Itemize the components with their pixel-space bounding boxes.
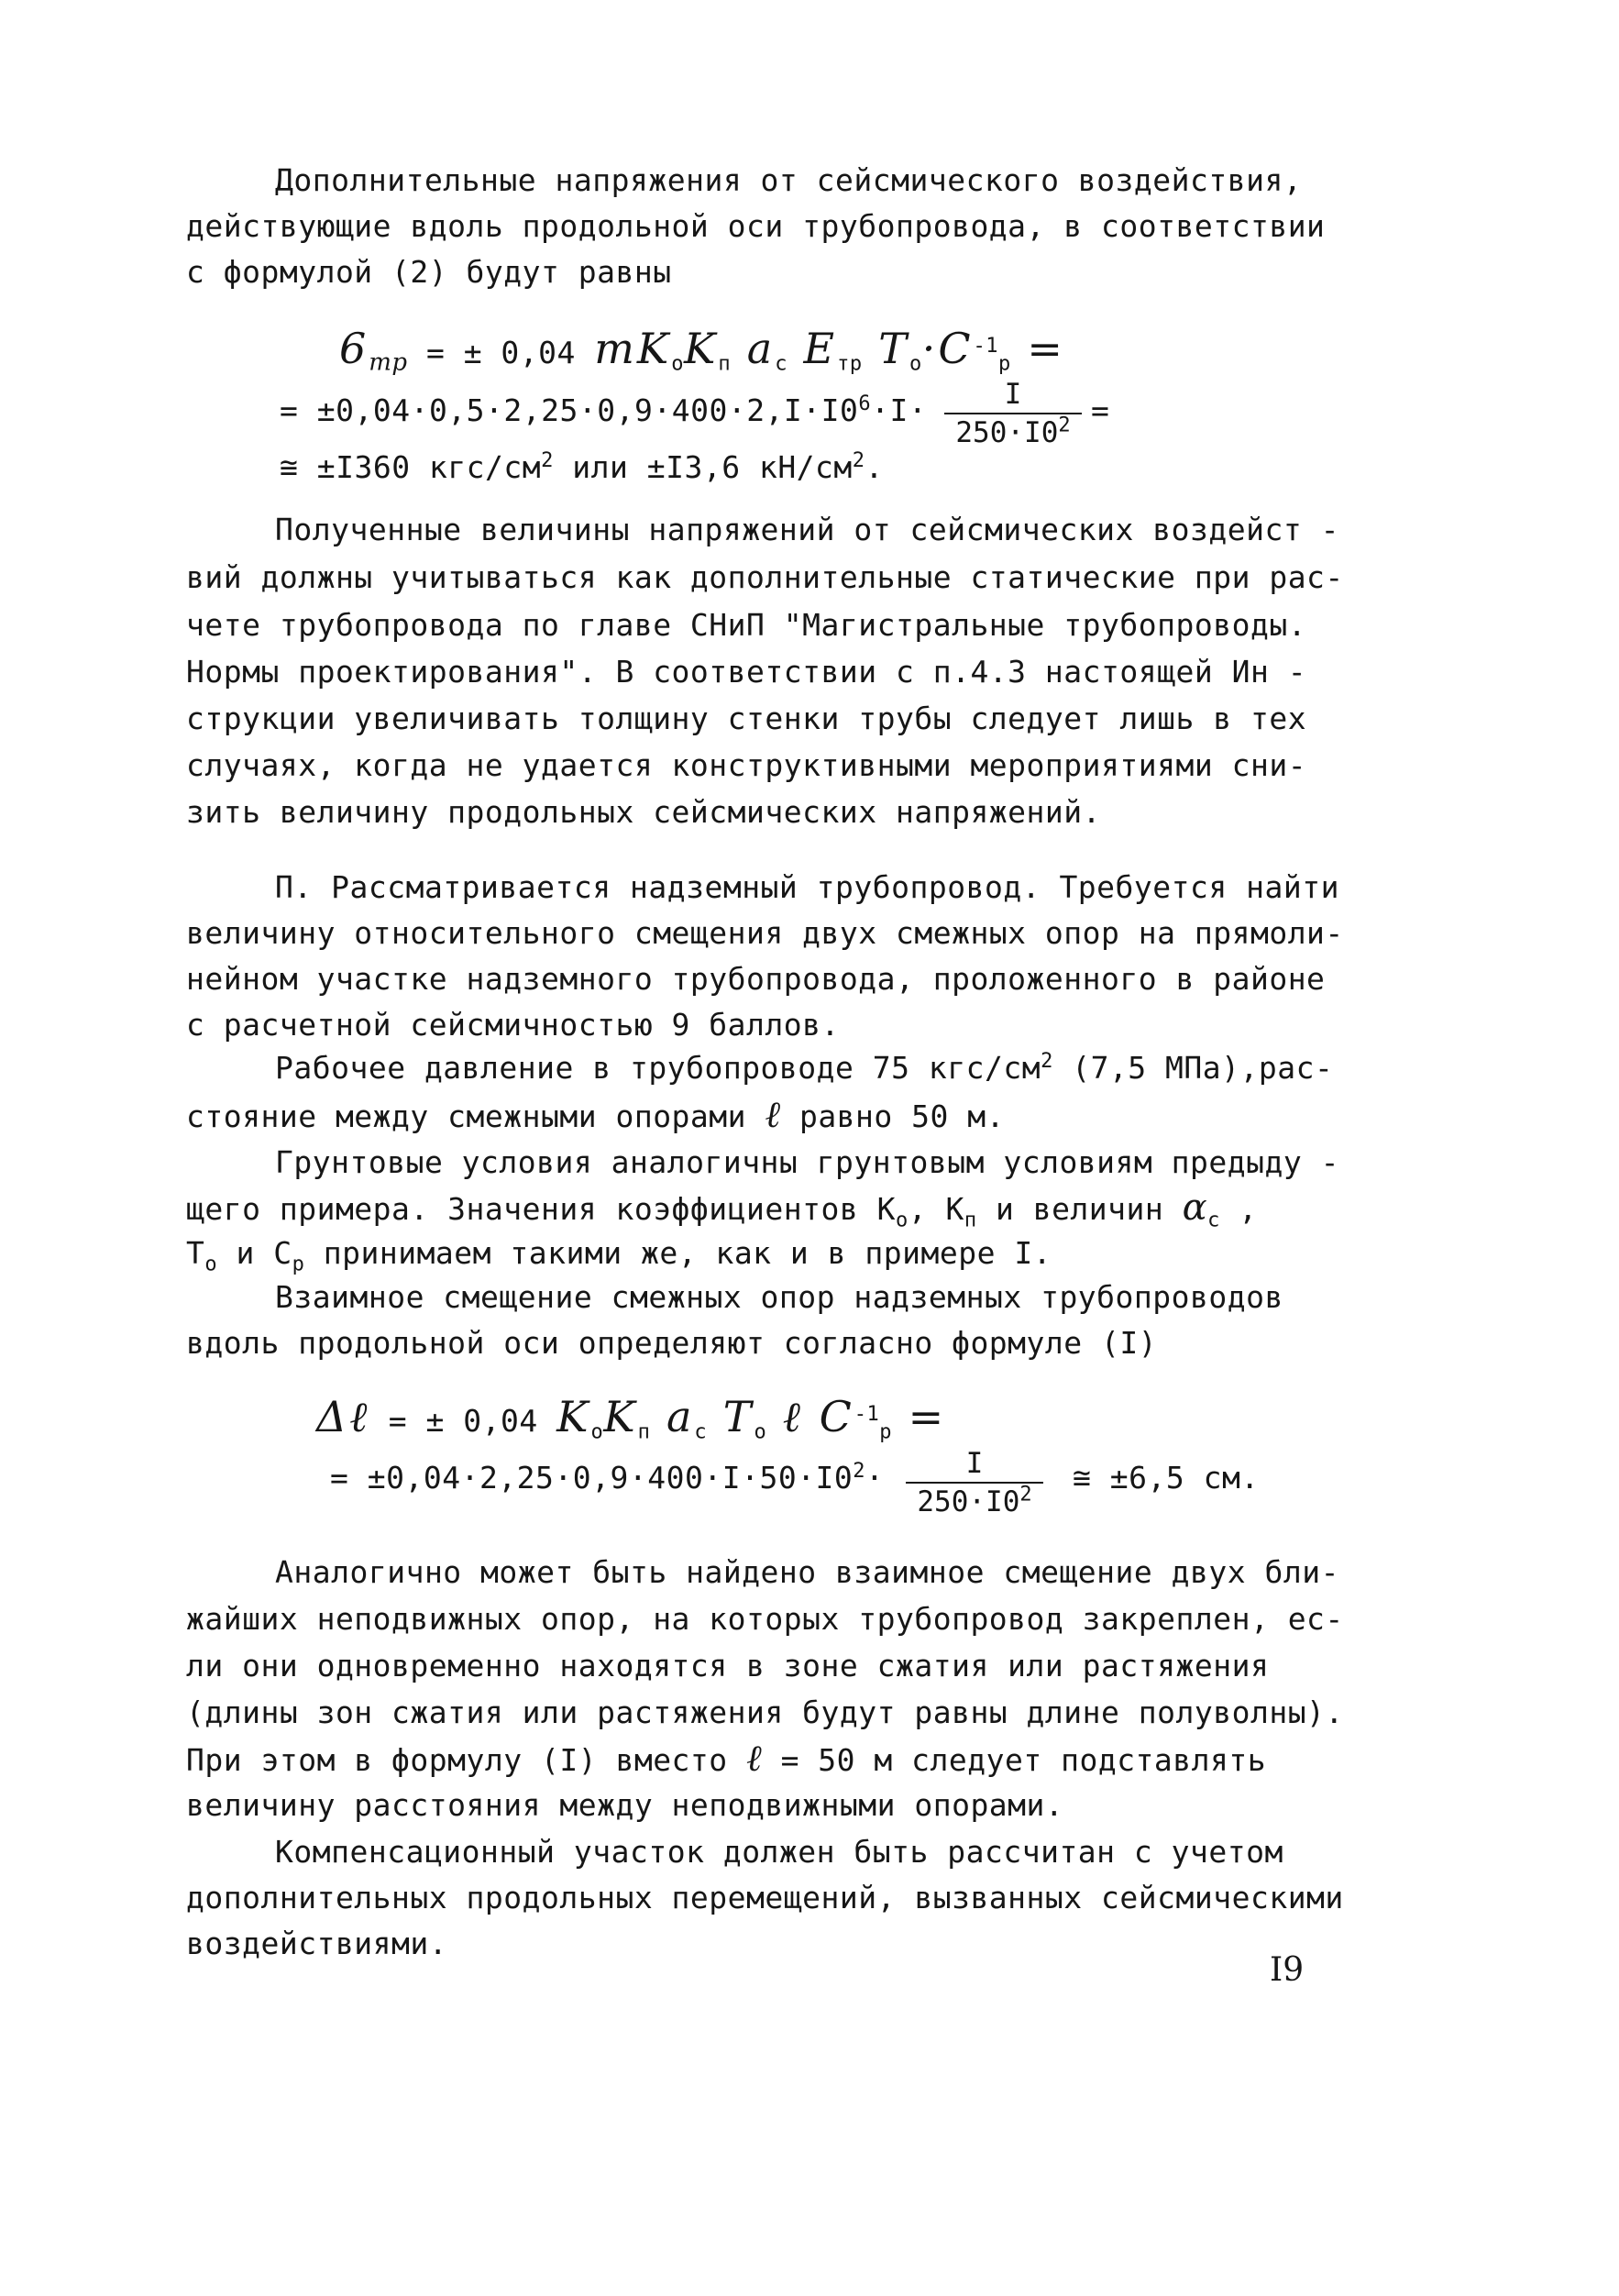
paragraph-6-line-2: вдоль продольной оси определяют согласно формуле (I): [186, 1325, 1158, 1361]
subscript-o: o: [671, 352, 685, 376]
paragraph-5-text-d: ,: [1219, 1191, 1258, 1227]
superscript: 2: [1041, 1050, 1053, 1073]
superscript: 6: [858, 392, 872, 415]
paragraph-8-line-3: воздействиями.: [186, 1926, 448, 1961]
paragraph-3-line-2: величину относительного смещения двух смежных опор на прямоли-: [186, 915, 1344, 951]
paragraph-7-text-b: = 50 м следует подставлять: [762, 1742, 1267, 1778]
formula-1-fraction: [944, 378, 1082, 449]
formula-2-k: K: [556, 1392, 591, 1441]
formula-2-k: K: [603, 1392, 638, 1441]
paragraph-2-line-6: случаях, когда не удается конструктивными мероприятиями сни-: [186, 747, 1307, 783]
paragraph-3-line-1: П. Рассматривается надземный трубопровод. Требуется найти: [275, 869, 1339, 905]
formula-1-c: ·C: [921, 324, 974, 373]
paragraph-5-line-3: [186, 1235, 1052, 1276]
formula-1-e: E: [787, 324, 838, 373]
formula-2-l-c: ℓ C: [766, 1392, 854, 1441]
formula-1-line-1: [339, 321, 1065, 381]
paragraph-4-text-d: равно 50 м.: [780, 1098, 1005, 1134]
paragraph-7-line-4: (длины зон сжатия или растяжения будут равны длине полуволны).: [186, 1694, 1344, 1730]
fraction-denominator-text: 250·I0: [955, 416, 1059, 449]
paragraph-2-line-1: Полученные величины напряжений от сейсмических воздейст -: [275, 512, 1339, 547]
page-number: I9: [1270, 1951, 1305, 1989]
formula-1-m-k: mK: [594, 324, 672, 373]
subscript-o: o: [895, 1209, 909, 1232]
formula-1-tail: ·I·: [871, 392, 928, 428]
formula-2-tail: ·: [865, 1460, 885, 1496]
paragraph-7-line-5: [186, 1740, 1266, 1779]
script-l-symbol: ℓ: [765, 1094, 781, 1136]
script-l-symbol: ℓ: [746, 1738, 763, 1780]
fraction-denominator: [906, 1484, 1043, 1518]
sigma-symbol: 6: [339, 324, 369, 373]
paragraph-6-line-1: Взаимное смещение смежных опор надземных трубопроводов: [275, 1279, 1283, 1315]
formula-1-coefficient: = ± 0,04: [407, 335, 595, 370]
paragraph-5-text-c: и величин: [976, 1191, 1183, 1227]
superscript: 2: [1019, 1483, 1032, 1507]
paragraph-2-line-5: струкции увеличивать толщину стенки трубы следует лишь в тех: [186, 701, 1307, 736]
fraction-denominator-text: 250·I0: [917, 1485, 1020, 1518]
fraction-denominator: [944, 414, 1082, 449]
paragraph-1-line-2: действующие вдоль продольной оси трубопровода, в соответствии: [186, 208, 1326, 244]
paragraph-1-line-3: с формулой (2) будут равны: [186, 254, 672, 290]
superscript-minus-one: -1: [854, 1403, 880, 1426]
superscript: 2: [541, 449, 554, 472]
formula-2-line-1: [316, 1389, 946, 1449]
paragraph-3-line-3: нейном участке надземного трубопровода, проложенного в районе: [186, 961, 1326, 997]
formula-1-line-3: [280, 449, 884, 486]
paragraph-4-line-1: [275, 1050, 1333, 1087]
paragraph-2-line-3: чете трубопровода по главе СНиП "Магистральные трубопроводы.: [186, 607, 1307, 643]
paragraph-1-line-1: Дополнительные напряжения от сейсмического воздействия,: [275, 162, 1303, 198]
paragraph-4-text-b: (7,5 МПа),рас-: [1052, 1050, 1334, 1086]
formula-1-k: K: [684, 324, 719, 373]
subscript-p: p: [879, 1420, 893, 1444]
formula-1-numeric: = ±0,04·0,5·2,25·0,9·400·2,I·I0: [280, 392, 859, 428]
formula-2-equals: =: [892, 1392, 947, 1441]
delta-l-symbol: Δℓ: [316, 1392, 370, 1441]
subscript-c: c: [775, 352, 787, 376]
formula-2-line-2: [330, 1460, 884, 1496]
paragraph-7-line-3: ли они одновременно находятся в зоне сжатия или растяжения: [186, 1648, 1270, 1683]
paragraph-4-text-c: стояние между смежными опорами: [186, 1098, 765, 1134]
paragraph-2-line-2: вий должны учитываться как дополнительные статические при рас-: [186, 559, 1344, 595]
alpha-symbol: α: [1182, 1187, 1208, 1229]
subscript-n: п: [718, 352, 732, 376]
paragraph-4-line-2: [186, 1094, 1005, 1136]
sigma-subscript: тр: [369, 348, 408, 377]
formula-2-fraction: [906, 1447, 1043, 1518]
subscript-p: p: [998, 352, 1011, 376]
paragraph-2-line-4: Нормы проектирования". В соответствии с п.4.3 настоящей Ин -: [186, 654, 1307, 690]
superscript-minus-one: -1: [973, 335, 999, 358]
fraction-numerator: I: [944, 378, 1082, 414]
formula-2-coefficient: = ± 0,04: [369, 1403, 557, 1439]
formula-2-result: ≅ ±6,5 см.: [1073, 1460, 1260, 1496]
superscript: 2: [853, 1460, 866, 1483]
formula-1-line-2: [280, 392, 927, 429]
paragraph-5-text-a: щего примера. Значения коэффициентов K: [186, 1191, 896, 1227]
subscript-o: o: [204, 1253, 218, 1276]
formula-1-result-a: ≅ ±I360 кгс/см: [280, 449, 542, 485]
paragraph-8-line-1: Компенсационный участок должен быть рассчитан с учетом: [275, 1834, 1283, 1870]
formula-1-t: T: [862, 324, 909, 373]
superscript: 2: [852, 449, 865, 472]
formula-2-a: a: [650, 1392, 695, 1441]
fraction-numerator: I: [906, 1447, 1043, 1484]
subscript-n: п: [637, 1420, 651, 1444]
subscript-p: p: [292, 1253, 305, 1276]
paragraph-5-c: и C: [217, 1235, 292, 1271]
subscript-o: o: [909, 352, 922, 376]
paragraph-2-line-7: зить величину продольных сейсмических напряжений.: [186, 794, 1102, 830]
formula-1-a: a: [731, 324, 776, 373]
subscript-tp: тр: [837, 352, 863, 376]
paragraph-7-line-6: величину расстояния между неподвижными опорами.: [186, 1787, 1064, 1823]
formula-1-equals: =: [1010, 324, 1065, 373]
paragraph-7-text-a: При этом в формулу (I) вместо: [186, 1742, 747, 1778]
paragraph-7-line-2: жайших неподвижных опор, на которых трубопровод закреплен, ес-: [186, 1601, 1344, 1637]
formula-2-t: T: [707, 1392, 754, 1441]
subscript-o: o: [590, 1420, 604, 1444]
formula-1-result-b: или ±I3,6 кН/см: [553, 449, 853, 485]
paragraph-5-line-1: Грунтовые условия аналогичны грунтовым условиям предыду -: [275, 1144, 1339, 1180]
subscript-c: c: [1207, 1209, 1220, 1232]
paragraph-5-t: T: [186, 1235, 205, 1271]
paragraph-8-line-2: дополнительных продольных перемещений, вызванных сейсмическими: [186, 1880, 1344, 1915]
paragraph-5-text-e: принимаем такими же, как и в примере I.: [304, 1235, 1052, 1271]
paragraph-5-line-2: [186, 1187, 1258, 1232]
superscript: 2: [1058, 414, 1071, 437]
formula-2-numeric: = ±0,04·2,25·0,9·400·I·50·I0: [330, 1460, 854, 1496]
subscript-c: c: [694, 1420, 708, 1444]
formula-1-period: .: [865, 449, 884, 485]
paragraph-7-line-1: Аналогично может быть найдено взаимное смещение двух бли-: [275, 1554, 1339, 1590]
paragraph-5-text-b: , K: [908, 1191, 964, 1227]
paragraph-4-text-a: Рабочее давление в трубопроводе 75 кгс/см: [275, 1050, 1041, 1086]
formula-1-line-2-equals: =: [1091, 392, 1110, 428]
paragraph-3-line-4: с расчетной сейсмичностью 9 баллов.: [186, 1007, 840, 1043]
subscript-n: п: [964, 1209, 977, 1232]
subscript-o: o: [754, 1420, 767, 1444]
